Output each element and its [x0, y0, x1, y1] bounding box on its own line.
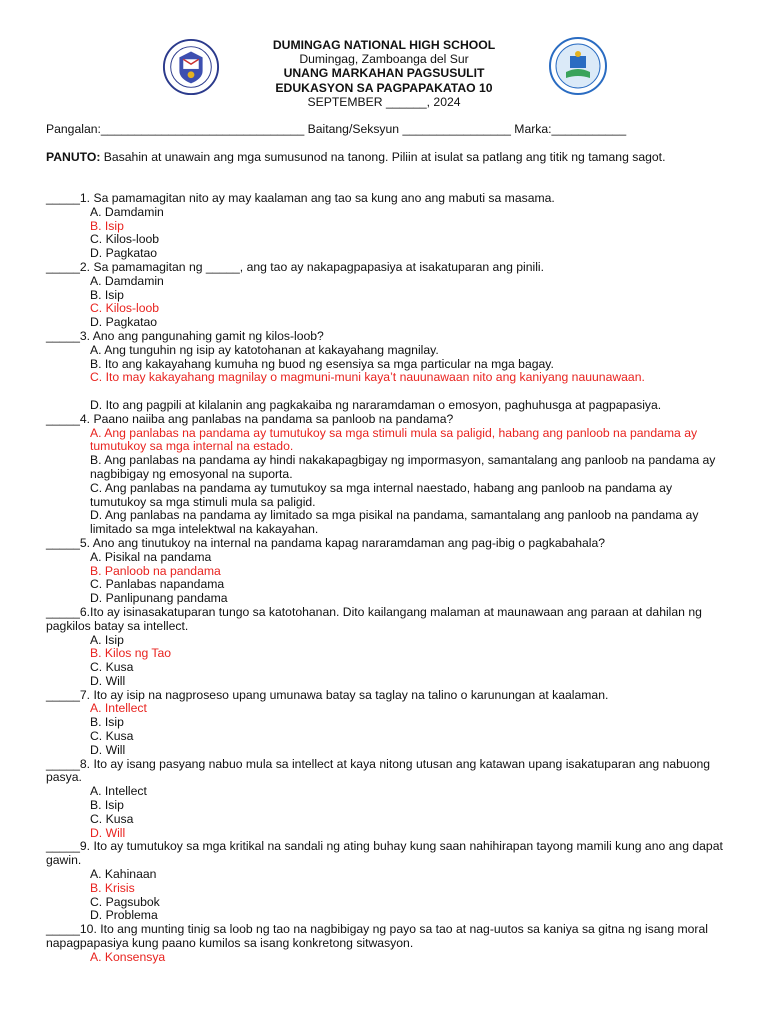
- choice-option: B. Ito ang kakayahang kumuha ng buod ng esensiya sa mga particular na mga bagay.: [90, 356, 554, 371]
- answer-option: A. Ang panlabas na pandama ay tumutukoy sa mga stimuli mula sa paligid, habang ang panloob na pandama ay tumutukoy sa mga internal na estado.: [90, 425, 698, 454]
- exam-date: SEPTEMBER ______, 2024: [307, 94, 461, 109]
- question-3: [46, 330, 726, 413]
- question-4: [46, 413, 726, 537]
- question-stem: _____8. Ito ay isang pasyang nabuo mula sa intellect at kaya nitong utusan ang katawan upang isakatuparan ang nabuong pasya.: [46, 756, 711, 785]
- choice-option: C. Kusa: [90, 660, 134, 675]
- instructions-text: Basahin at unawain ang mga sumusunod na tanong. Piliin at isulat sa patlang ang titik ng tamang sagot.: [100, 150, 666, 164]
- choice-option: C. Panlabas napandama: [90, 577, 225, 592]
- document-header: [0, 34, 768, 114]
- choice-option: A. Pisikal na pandama: [90, 549, 212, 564]
- choice-option: C. Pagsubok: [90, 894, 160, 909]
- question-stem: _____6.Ito ay isinasakatuparan tungo sa katotohanan. Dito kailangang malaman at maunawaan ang paraan at dahilan ng pagkilos batay sa intellect.: [46, 604, 702, 633]
- question-7: [46, 689, 726, 758]
- choice-option: B. Isip: [90, 287, 124, 302]
- instructions: [46, 150, 726, 165]
- choice-option: D. Pagkatao: [90, 315, 158, 330]
- school-address: Dumingag, Zamboanga del Sur: [299, 52, 469, 67]
- question-6: [46, 606, 726, 689]
- question-stem: _____2. Sa pamamagitan ng _____, ang tao ay nakapagpapasiya at isakatuparan ang pinili.: [46, 259, 545, 274]
- choice-option: A. Kahinaan: [90, 867, 157, 882]
- choice-option: D. Panlipunang pandama: [90, 591, 228, 606]
- choice-option: A. Damdamin: [90, 273, 164, 288]
- question-stem: _____9. Ito ay tumutukoy sa mga kritikal na sandali ng ating buhay kung saan nahihirapan tayong mamili kung ano ang dapat gawin.: [46, 839, 723, 868]
- choice-option: D. Will: [90, 673, 126, 688]
- student-info-line: Pangalan:______________________________ Baitang/Seksyun ________________ Marka:___________: [46, 122, 627, 136]
- choice-option: C. Kusa: [90, 729, 134, 744]
- question-5: [46, 537, 726, 606]
- choice-option: A. Ang tunguhin ng isip ay katotohanan at kakayahang magnilay.: [90, 342, 439, 357]
- question-stem: _____5. Ano ang tinutukoy na internal na pandama kapag nararamdaman ang pag-ibig o pagkabahala?: [46, 535, 606, 550]
- instructions-label: PANUTO:: [46, 150, 101, 164]
- question-stem: _____3. Ano ang pangunahing gamit ng kilos-loob?: [46, 328, 324, 343]
- choice-option: D. Ang panlabas na pandama ay limitado sa mga pisikal na pandama, samantalang ang panloob na pandama ay limitado sa mga intelektwal na kakayahan.: [90, 508, 699, 537]
- choice-option: A. Damdamin: [90, 204, 164, 219]
- question-8: [46, 758, 726, 841]
- question-9: [46, 840, 726, 923]
- question-10: [46, 923, 726, 964]
- spacer: [46, 385, 726, 399]
- answer-option: B. Panloob na pandama: [90, 563, 221, 578]
- question-stem: _____4. Paano naiiba ang panlabas na pandama sa panloob na pandama?: [46, 411, 454, 426]
- answer-option: A. Intellect: [90, 701, 147, 716]
- answer-option: C. Ito may kakayahang magnilay o magmuni-muni kaya’t nauunawaan nito ang kaniyang nauunawaan.: [90, 370, 645, 385]
- question-1: [46, 192, 726, 261]
- subject-title: EDUKASYON SA PAGPAPAKATAO 10: [275, 80, 493, 95]
- answer-option: A. Konsensya: [90, 949, 166, 964]
- choice-option: A. Isip: [90, 632, 124, 647]
- choice-option: D. Will: [90, 742, 126, 757]
- choice-option: D. Problema: [90, 908, 158, 923]
- school-name: DUMINGAG NATIONAL HIGH SCHOOL: [272, 38, 496, 52]
- deped-seal-icon: [162, 38, 220, 96]
- answer-option: B. Kilos ng Tao: [90, 646, 172, 661]
- choice-option: B. Ang panlabas na pandama ay hindi nakakapagbigay ng impormasyon, samantalang ang panloob na pandama ay nagbibigay ng emosyonal na suporta.: [90, 453, 716, 481]
- choice-option: B. Isip: [90, 798, 124, 813]
- choice-option: D. Pagkatao: [90, 246, 158, 261]
- choice-option: D. Ito ang pagpili at kilalanin ang pagkakaiba ng nararamdaman o emosyon, paghuhusga at pagpapasiya.: [90, 397, 662, 412]
- answer-option: B. Krisis: [90, 880, 135, 895]
- answer-option: C. Kilos-loob: [90, 301, 160, 316]
- header-text-block: [230, 38, 538, 109]
- question-stem: _____1. Sa pamamagitan nito ay may kaalaman ang tao sa kung ano ang mabuti sa masama.: [46, 191, 555, 205]
- exam-title: UNANG MARKAHAN PAGSUSULIT: [283, 66, 485, 81]
- answer-option: D. Will: [90, 825, 126, 840]
- question-stem: _____10. Ito ang munting tinig sa loob ng tao na nagbibigay ng payo sa tao at nag-uutos sa kaniya sa gitna ng isang moral napagpapasiya kung paano kumilos sa isang konkretong sitwasyon.: [46, 922, 708, 951]
- question-list: [46, 192, 726, 965]
- choice-option: C. Kusa: [90, 811, 134, 826]
- choice-option: B. Isip: [90, 715, 124, 730]
- answer-option: B. Isip: [90, 218, 124, 233]
- choice-option: C. Kilos-loob: [90, 232, 160, 247]
- choice-option: A. Intellect: [90, 784, 147, 799]
- question-stem: _____7. Ito ay isip na nagproseso upang umunawa batay sa taglay na talino o karunungan at kaalaman.: [46, 687, 609, 702]
- choice-option: C. Ang panlabas na pandama ay tumutukoy sa mga internal naestado, habang ang panloob na pandama ay tumutukoy sa mga stimuli mula sa paligid.: [90, 480, 673, 509]
- school-seal-icon: [548, 36, 608, 96]
- question-2: [46, 261, 726, 330]
